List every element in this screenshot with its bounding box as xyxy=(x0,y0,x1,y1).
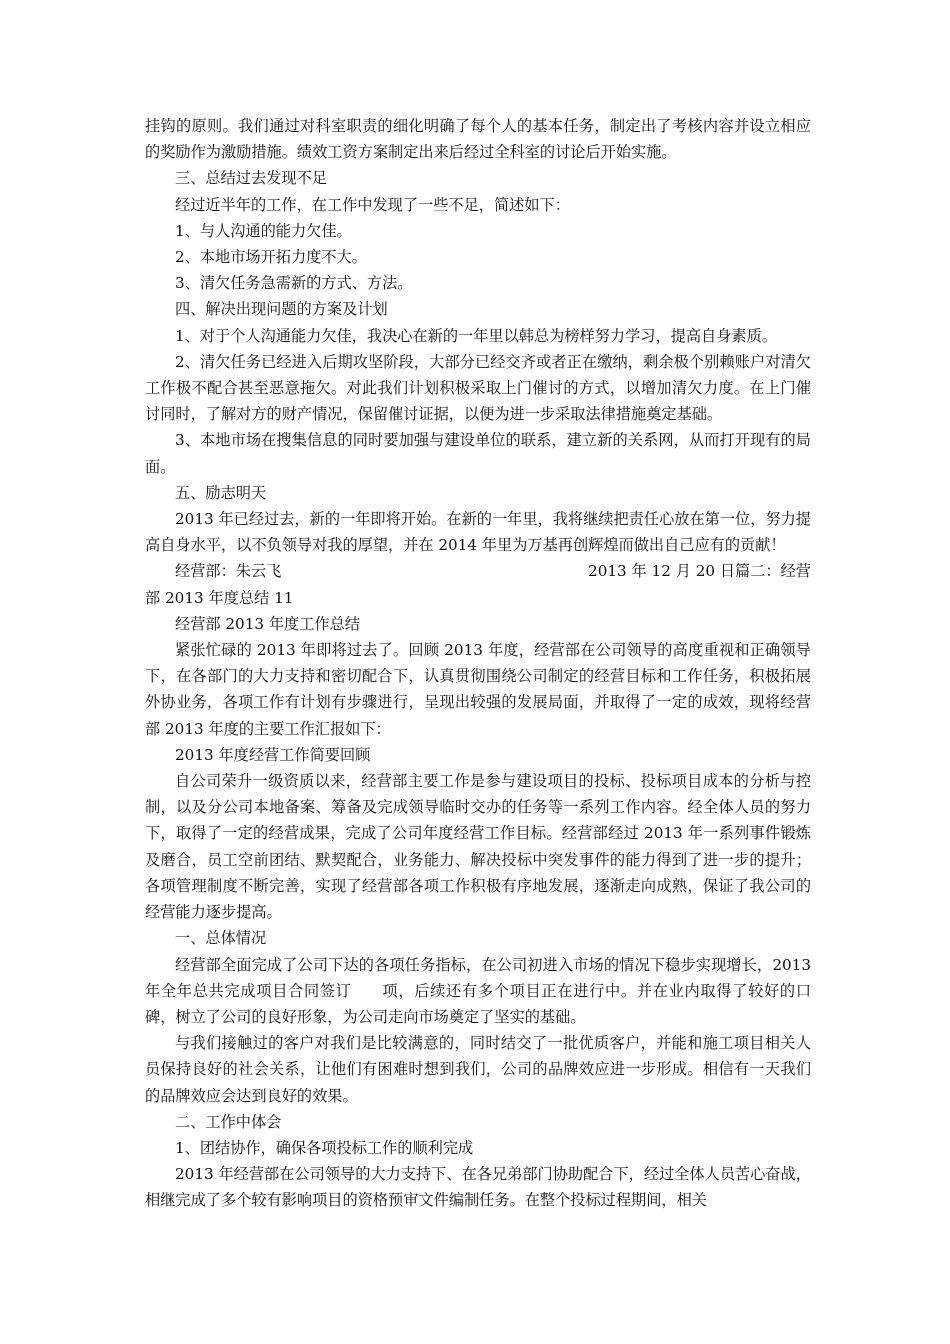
list-item: 1、对于个人沟通能力欠佳，我决心在新的一年里以韩总为榜样努力学习，提高自身素质。 xyxy=(175,326,777,345)
section-heading: 二、工作中体会 xyxy=(175,1112,282,1131)
paragraph-part: 项，后续还有多个项目正在进行中。并在业内取得了较好的口碑，树立了公司的良好形象，为公司走向市场奠定了坚实的基础。 xyxy=(145,981,812,1026)
list-item: 1、团结协作，确保各项投标工作的顺利完成 xyxy=(175,1138,474,1157)
section-heading: 一、总体情况 xyxy=(175,929,267,948)
signature-author: 经营部：朱云飞 xyxy=(175,562,282,581)
document-title: 经营部 2013 年度工作总结 xyxy=(175,614,360,633)
list-item: 3、本地市场在搜集信息的同时要加强与建设单位的联系，建立新的关系网，从而打开现有的局面。 xyxy=(145,431,811,476)
paragraph: 自公司荣升一级资质以来，经营部主要工作是参与建设项目的投标、投标项目成本的分析与控制，以及分公司本地备案、筹备及完成领导临时交办的任务等一系列工作内容。经全体人员的努力下，取得了一定的经营成果，完成了公司年度经营工作目标。经营部经过 2013 年一系列事件锻炼及磨合，员工空前团结、默契配合，业务能力、解决投标中突发事件的能力得到了进一步的提升；各项管理制度不断完善，实现了经营部各项工作积极有序地发展，逐渐走向成熟，保证了我公司的经营能力逐步提高。 xyxy=(145,772,811,922)
list-item: 1、与人沟通的能力欠佳。 xyxy=(175,221,352,240)
paragraph: 与我们接触过的客户对我们是比较满意的，同时结交了一批优质客户，并能和施工项目相关人员保持良好的社会关系，让他们有困难时想到我们，公司的品牌效应进一步形成。相信有一天我们的品牌效应会达到良好的效果。 xyxy=(145,1034,811,1105)
section-heading: 2013 年度经营工作简要回顾 xyxy=(175,745,371,764)
signature-line xyxy=(145,558,811,584)
paragraph: 2013 年经营部在公司领导的大力支持下、在各兄弟部门协助配合下，经过全体人员苦心奋战，相继完成了多个较有影响项目的资格预审文件编制任务。在整个投标过程期间，相关 xyxy=(145,1165,811,1210)
paragraph xyxy=(145,952,811,1031)
paragraph: 挂钩的原则。我们通过对科室职责的细化明确了每个人的基本任务，制定出了考核内容并设立相应的奖励作为激励措施。绩效工资方案制定出来后经过全科室的讨论后开始实施。 xyxy=(145,117,811,162)
list-item: 3、清欠任务急需新的方式、方法。 xyxy=(175,274,413,293)
paragraph: 2013 年已经过去，新的一年即将开始。在新的一年里，我将继续把责任心放在第一位，努力提高自身水平，以不负领导对我的厚望，并在 2014 年里为万基再创辉煌而做出自己应有的贡献！ xyxy=(145,510,811,555)
section-heading: 五、励志明天 xyxy=(175,483,267,502)
section-heading: 四、解决出现问题的方案及计划 xyxy=(175,300,388,319)
list-item: 2、本地市场开拓力度不大。 xyxy=(175,248,367,267)
signature-date: 2013 年 12 月 20 日篇二：经营 xyxy=(588,562,811,581)
paragraph: 经过近半年的工作，在工作中发现了一些不足，简述如下： xyxy=(175,195,570,214)
list-item: 2、清欠任务已经进入后期攻坚阶段，大部分已经交齐或者正在缴纳，剩余极个别赖账户对清欠工作极不配合甚至恶意拖欠。对此我们计划积极采取上门催讨的方式，以增加清欠力度。在上门催讨同时，了解对方的财产情况，保留催讨证据，以便为进一步采取法律措施奠定基础。 xyxy=(145,352,811,424)
paragraph: 部 2013 年度总结 11 xyxy=(145,588,294,607)
section-heading: 三、总结过去发现不足 xyxy=(175,169,327,188)
paragraph-part: 经营部全面完成了公司下达的各项任务指标，在公司初进入市场的情况下稳步实现增长，2013 年全年总共完成项目合同签订 xyxy=(145,955,811,1000)
paragraph: 紧张忙碌的 2013 年即将过去了。回顾 2013 年度，经营部在公司领导的高度重视和正确领导下，在各部门的大力支持和密切配合下，认真贯彻围绕公司制定的经营目标和工作任务，积极拓展外协业务，各项工作有计划有步骤进行，呈现出较强的发展局面，并取得了一定的成效，现将经营部 2013 年度的主要工作汇报如下： xyxy=(145,641,811,738)
document-page xyxy=(145,113,811,1214)
